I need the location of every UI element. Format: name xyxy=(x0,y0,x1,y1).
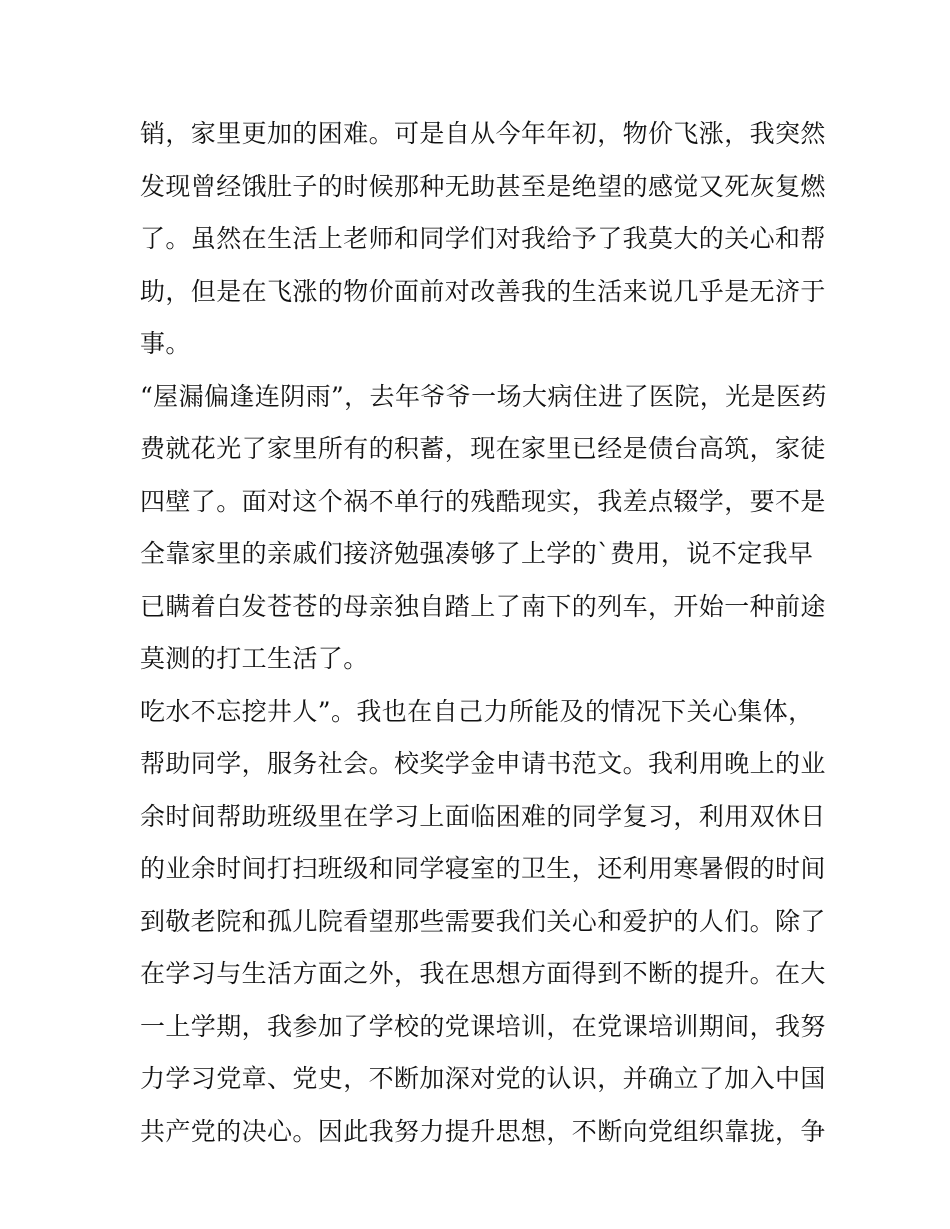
text-line: 莫测的打工生活了。 xyxy=(140,644,369,673)
text-line: 了。虽然在生活上老师和同学们对我给予了我莫大的关心和帮 xyxy=(140,224,826,253)
text-line: 吃水不忘挖井人”。我也在自己力所能及的情况下关心集体， xyxy=(140,696,814,726)
text-line: 已瞒着白发苍苍的母亲独自踏上了南下的列车，开始一种前途 xyxy=(140,591,826,621)
text-line: 的业余时间打扫班级和同学寝室的卫生，还利用寒暑假的时间 xyxy=(140,854,826,883)
text-line: 全靠家里的亲戚们接济勉强凑够了上学的`费用，说不定我早 xyxy=(140,539,814,568)
text-line: “屋漏偏逢连阴雨”，去年爷爷一场大病住进了医院，光是医药 xyxy=(140,381,827,411)
text-line: 销，家里更加的困难。可是自从今年年初，物价飞涨，我突然 xyxy=(140,119,826,148)
text-line: 发现曾经饿肚子的时候那种无助甚至是绝望的感觉又死灰复燃 xyxy=(140,171,826,201)
text-line: 一上学期，我参加了学校的党课培训，在党课培训期间，我努 xyxy=(140,1011,826,1041)
text-line: 帮助同学，服务社会。校奖学金申请书范文。我利用晚上的业 xyxy=(140,749,826,778)
text-line: 共产党的决心。因此我努力提升思想，不断向党组织靠拢，争 xyxy=(140,1116,826,1146)
text-line: 力学习党章、党史，不断加深对党的认识，并确立了加入中国 xyxy=(140,1064,826,1093)
text-line: 助，但是在飞涨的物价面前对改善我的生活来说几乎是无济于 xyxy=(140,276,826,306)
text-line: 到敬老院和孤儿院看望那些需要我们关心和爱护的人们。除了 xyxy=(140,906,826,936)
text-line: 余时间帮助班级里在学习上面临困难的同学复习，利用双休日 xyxy=(140,801,826,831)
text-line: 四壁了。面对这个祸不单行的残酷现实，我差点辍学，要不是 xyxy=(140,486,826,516)
document-body xyxy=(140,108,827,1158)
text-line: 费就花光了家里所有的积蓄，现在家里已经是债台高筑，家徒 xyxy=(140,434,826,463)
text-line: 事。 xyxy=(140,329,191,358)
text-line: 在学习与生活方面之外，我在思想方面得到不断的提升。在大 xyxy=(140,959,826,988)
